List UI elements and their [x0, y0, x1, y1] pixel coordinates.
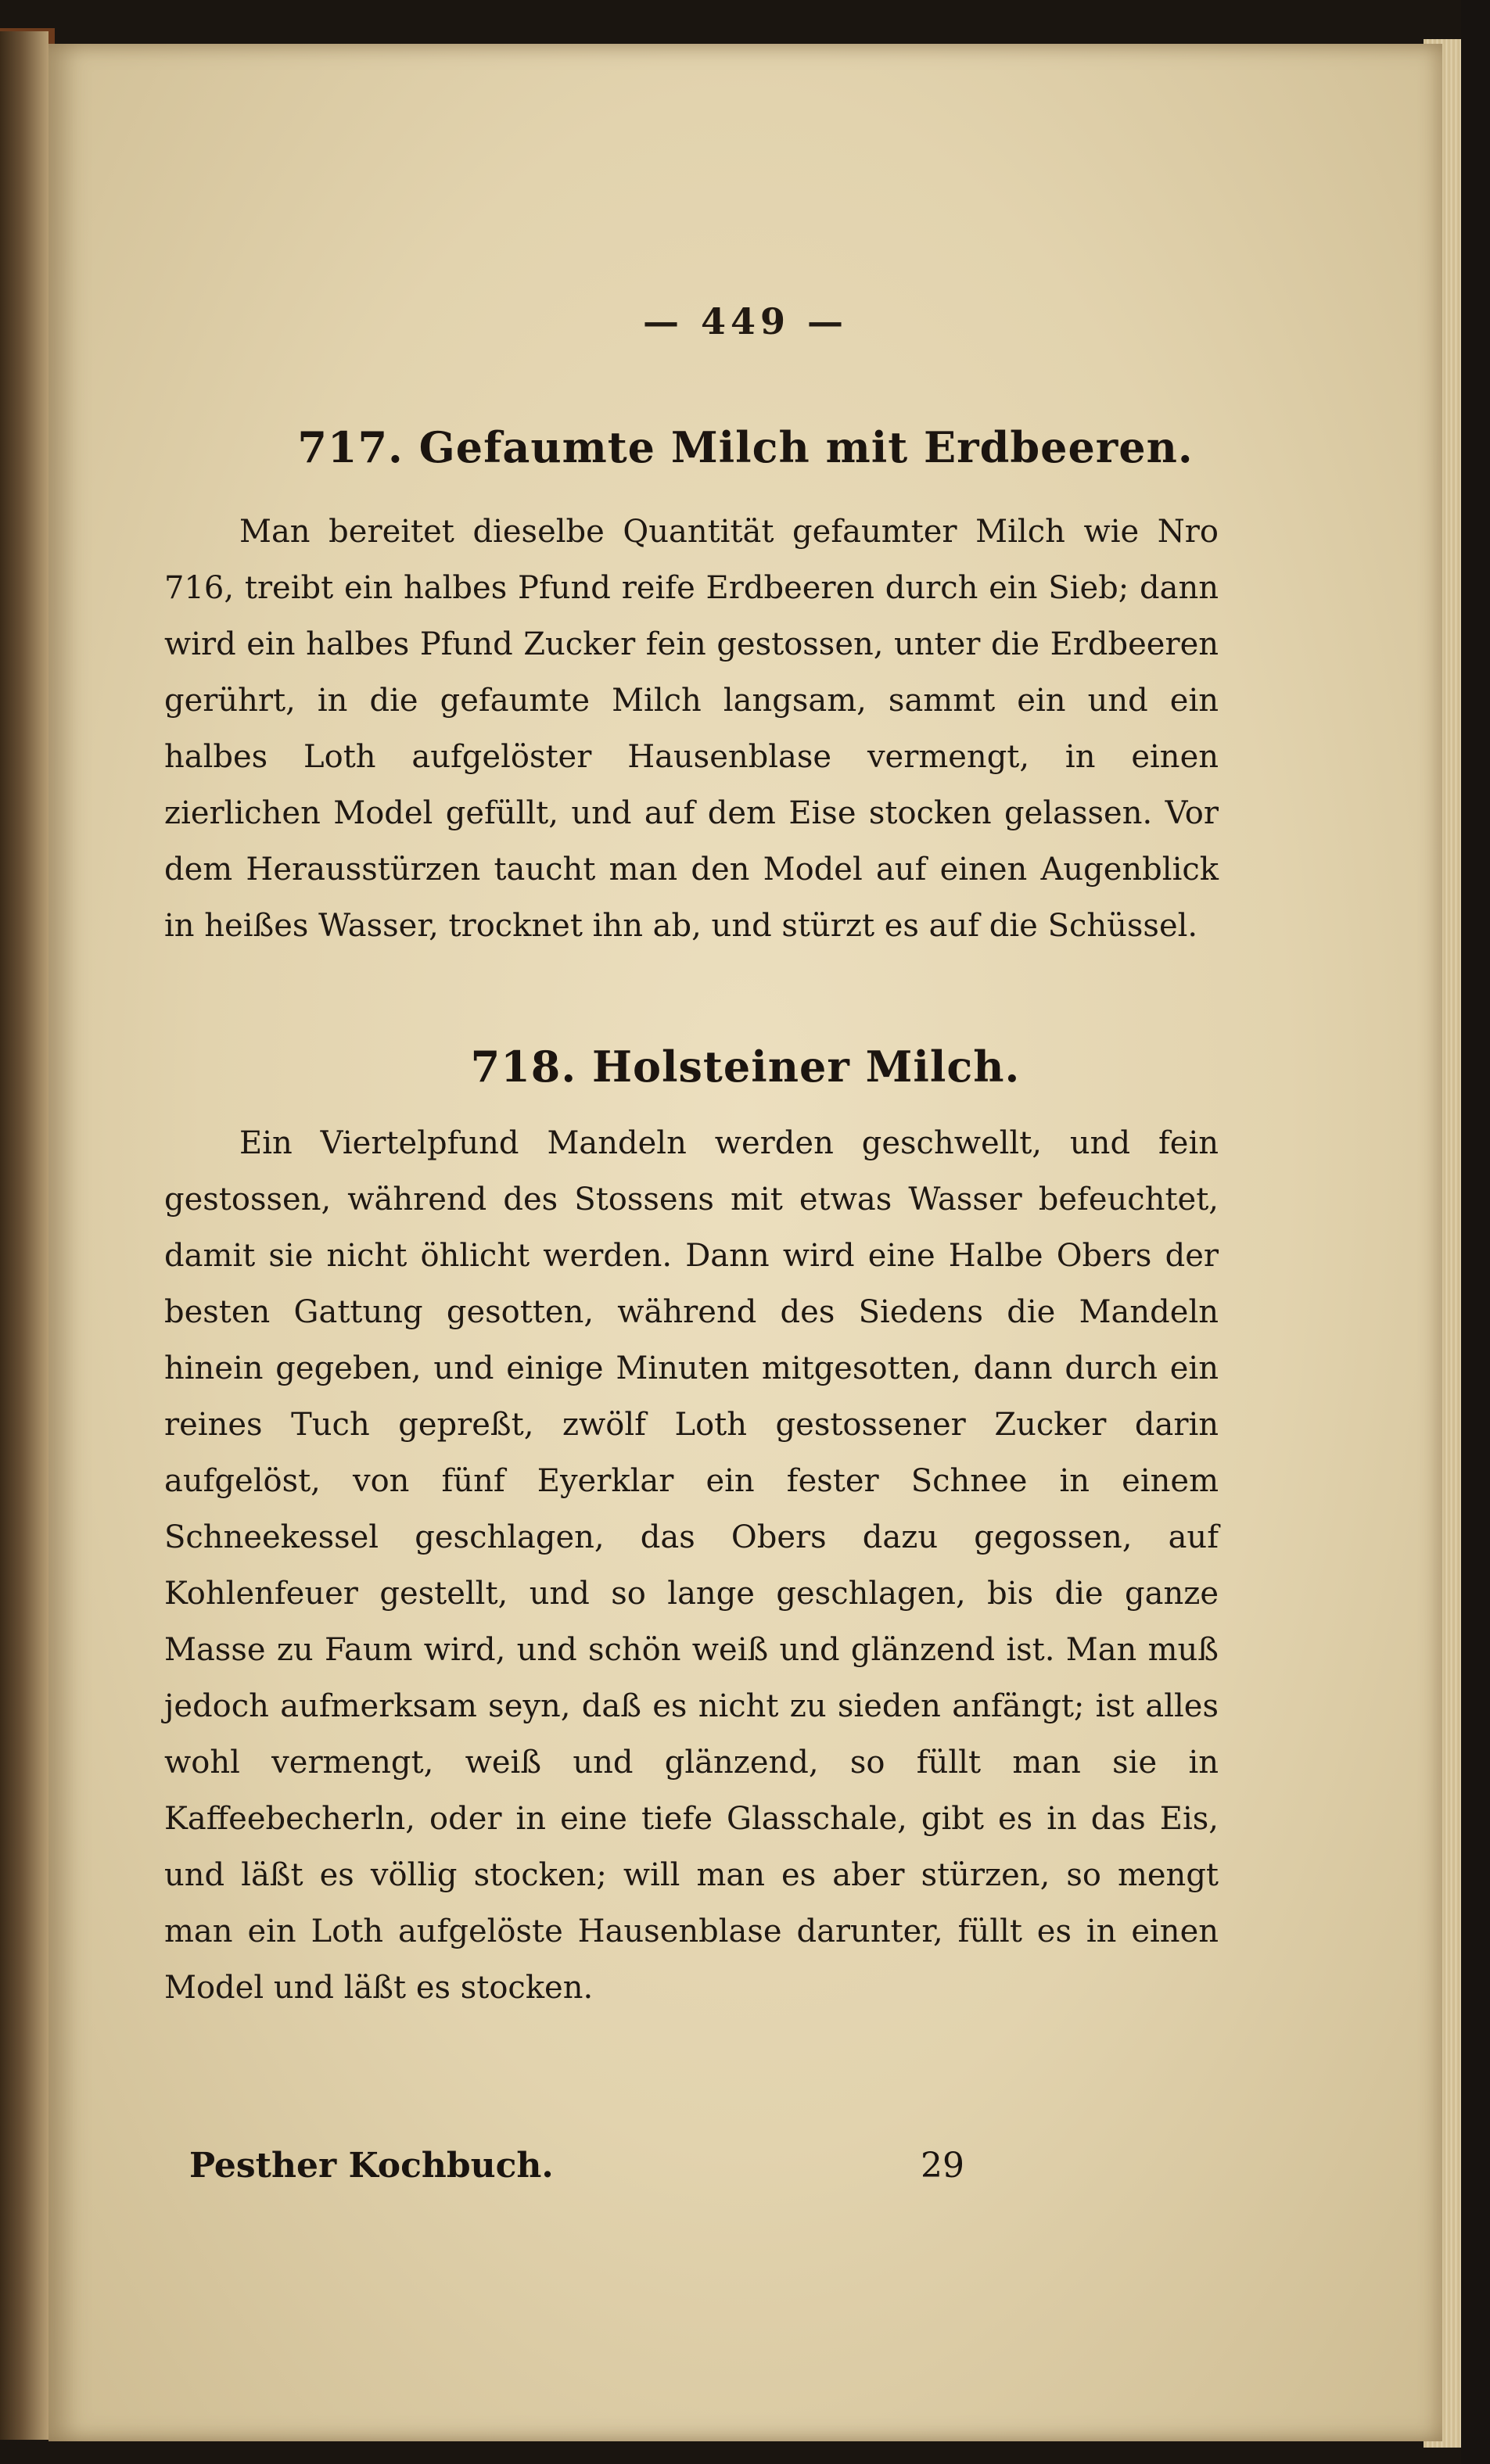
page-number: — 449 —: [642, 300, 849, 343]
recipe-717-heading: 717. Gefaumte Milch mit Erdbeeren.: [297, 422, 1194, 472]
book-page: [48, 44, 1442, 2441]
footer-signature-mark: 29: [921, 2146, 964, 2186]
background-edge: [1461, 0, 1490, 2464]
recipe-718-text: Ein Viertelpfund Mandeln werden geschwellt, und fein gestossen, während des Stossens mit etwas Wasser befeuchtet, damit sie nicht öhlicht werden. Dann wird eine Halbe Obers der besten Gattung gesotten, während des Siedens die Mandeln hinein gegeben, und einige Minuten mitgesotten, dann durch ein reines Tuch gepreßt, zwölf Loth gestossener Zucker darin aufgelöst, von fünf Eyerklar ein fester Schnee in einem Schneekessel geschlagen, das Obers dazu gegossen, auf Kohlenfeuer gestellt, und so lange geschlagen, bis die ganze Masse zu Faum wird, und schön weiß und glänzend ist. Man muß jedoch aufmerksam seyn, daß es nicht zu sieden anfängt; ist alles wohl vermengt, weiß und glänzend, so füllt man sie in Kaffeebecherln, oder in eine tiefe Glasschale, gibt es in das Eis, und läßt es völlig stocken; will man es aber stürzen, so mengt man ein Loth aufgelöste Hausenblase darunter, füllt es in einen Model und läßt es stocken.: [164, 1125, 1219, 2006]
footer-book-title: Pesther Kochbuch.: [189, 2146, 554, 2186]
recipe-718-heading: 718. Holsteiner Milch.: [470, 1042, 1021, 1092]
book-left-edge: [0, 31, 48, 2440]
recipe-717-text: Man bereitet dieselbe Quantität gefaumter Milch wie Nro 716, treibt ein halbes Pfund reife Erdbeeren durch ein Sieb; dann wird ein halbes Pfund Zucker fein gestossen, unter die Erdbeeren gerührt, in die gefaumte Milch langsam, sammt ein und ein halbes Loth aufgelöster Hausenblase vermengt, in einen zierlichen Model gefüllt, und auf dem Eise stocken gelassen. Vor dem Herausstürzen taucht man den Model auf einen Augenblick in heißes Wasser, trocknet ihn ab, und stürzt es auf die Schüssel.: [164, 514, 1219, 944]
